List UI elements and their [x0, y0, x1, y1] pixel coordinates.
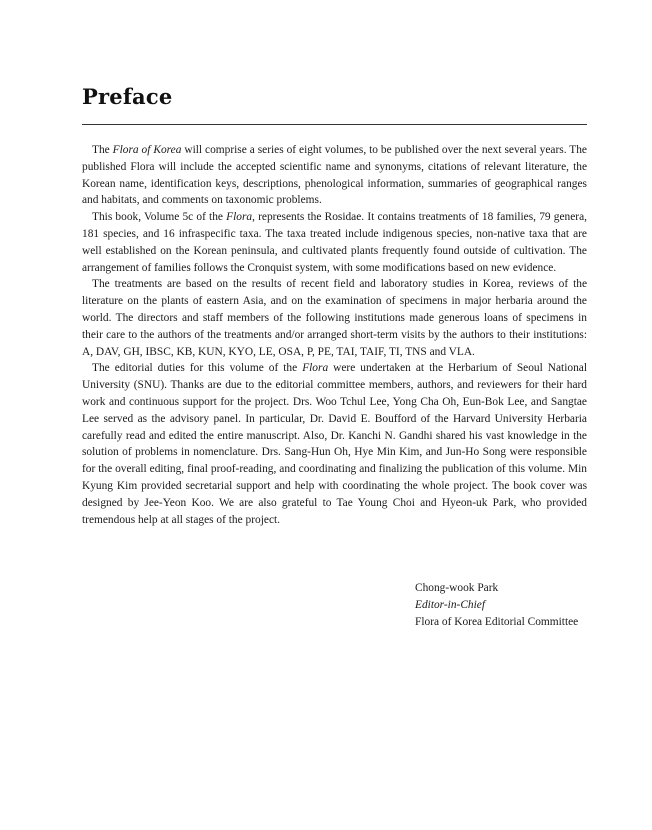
- text-run: will comprise a series of eight volumes, to be published over the next several years. The published Flora will include the accepted scientific name and synonyms, citations of relevant literature, the Korean name, identification keys, descriptions, phenological information, summaries of geographical ranges and habitats, and comments on taxonomic problems.: [82, 144, 587, 207]
- text-run: The: [92, 144, 113, 156]
- title-rule: [82, 124, 587, 125]
- paragraph-2: [82, 209, 587, 276]
- signatory-name: Chong-wook Park: [415, 582, 499, 594]
- text-run: were undertaken at the Herbarium of Seoul National University (SNU). Thanks are due to the editorial committee members, authors, and reviewers for their hard work and continuous support for the project. Drs. Woo Tchul Lee, Yong Cha Oh, Eun-Bok Lee, and Sangtae Lee served as the advisory panel. In particular, Dr. David E. Boufford of the Harvard University Herbaria carefully read and edited the entire manuscript. Also, Dr. Kanchi N. Gandhi shared his vast knowledge in the solution of problems in nomenclature. Drs. Sang-Hun Oh, Hye Min Kim, and Jun-Ho Song were responsible for the overall editing, final proof-reading, and coordinating and finalizing the publication of this volume. Min Kyung Kim provided secretarial support and help with coordinating the whole project. The book cover was designed by Jee-Yeon Koo. We are also grateful to Tae Young Choi and Hyeon-uk Park, who provided tremendous help at all stages of the project.: [82, 362, 587, 526]
- paragraph-3: [82, 276, 587, 360]
- text-run: , represents the Rosidae. It contains treatments of 18 families, 79 genera, 181 species, and 16 infraspecific taxa. The taxa treated include indigenous species, non-native taxa that are well established on the Korean peninsula, and cultivated plants frequently found outside of cultivation. The arrangement of families follows the Cronquist system, with some modifications based on new evidence.: [82, 211, 587, 274]
- signatory-organization: Flora of Korea Editorial Committee: [415, 615, 579, 628]
- signatory-role: Editor-in-Chief: [415, 598, 486, 611]
- text-run: The editorial duties for this volume of the: [92, 362, 303, 375]
- text-run: This book, Volume 5c of the: [92, 211, 227, 224]
- page-title: Preface: [82, 84, 173, 109]
- text-run: The treatments are based on the results of recent field and laboratory studies in Korea, reviews of the literature on the plants of eastern Asia, and on the examination of specimens in major herbaria around the world. The directors and staff members of the following institutions made generous loans of specimens in their care to the authors of the treatments and/or arranged short-term visits by the authors to their institutions: A, DAV, GH, IBSC, KB, KUN, KYO, LE, OSA, P, PE, TAI, TAIF, TI, TNS and VLA.: [82, 278, 587, 358]
- italic-title-ref: Flora: [302, 362, 329, 375]
- signature-block: [415, 580, 578, 630]
- italic-title-ref: Flora: [226, 211, 253, 224]
- italic-title-ref: Flora of Korea: [112, 144, 182, 156]
- paragraph-1: [82, 142, 587, 209]
- preface-body: [82, 142, 587, 528]
- paragraph-4: [82, 360, 587, 528]
